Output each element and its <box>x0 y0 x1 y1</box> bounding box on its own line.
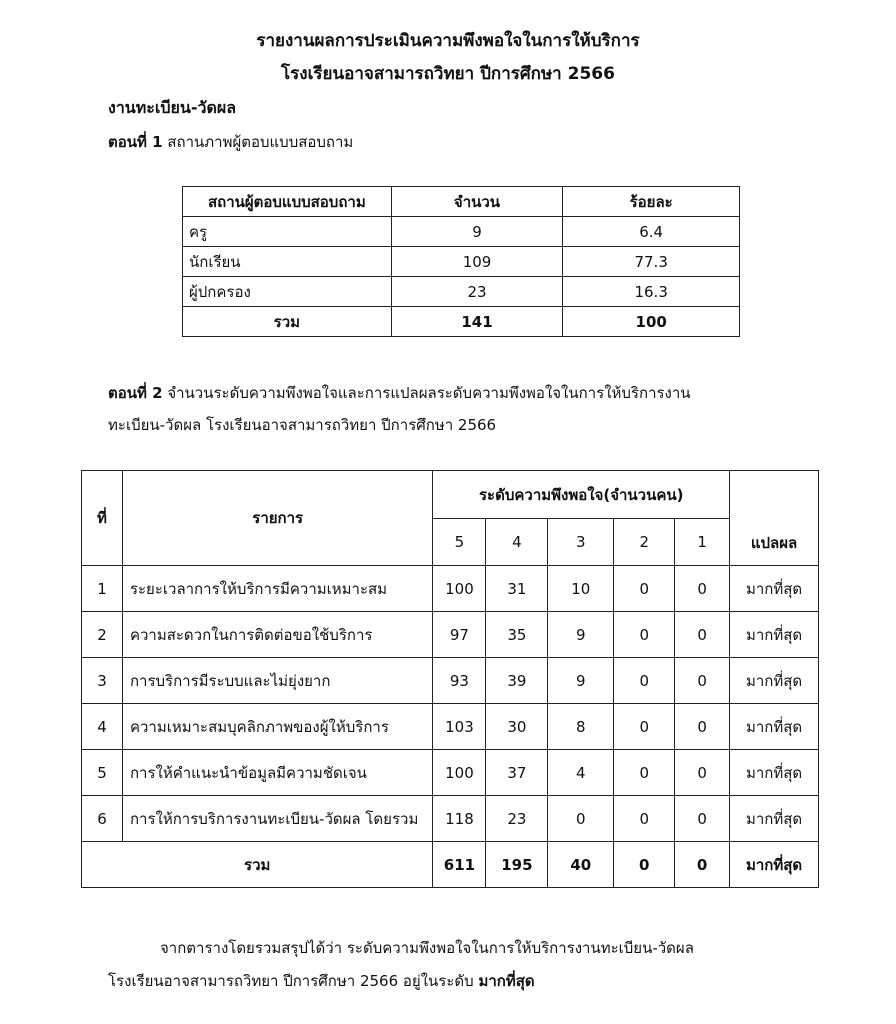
table2-header-row1 <box>82 471 819 519</box>
report-title-line1: รายงานผลการประเมินความพึงพอใจในการให้บริการ <box>256 31 640 51</box>
table2-cell-v4: 30 <box>486 704 548 750</box>
table1-cell-percent: 16.3 <box>563 277 740 307</box>
table1-row-parent <box>183 277 740 307</box>
table2-header-result: แปลผล <box>730 471 819 566</box>
table2-cell-no: 3 <box>82 658 123 704</box>
part1-text: สถานภาพผู้ตอบแบบสอบถาม <box>167 133 354 151</box>
table2-cell-v3: 10 <box>548 566 614 612</box>
table-row <box>82 658 819 704</box>
table2-cell-result: มากที่สุด <box>730 704 819 750</box>
table2-header-item: รายการ <box>122 471 433 566</box>
table2-cell-v1: 0 <box>675 612 730 658</box>
table2-total-row <box>82 842 819 888</box>
table2-cell-v3: 4 <box>548 750 614 796</box>
table2-cell-item: ความเหมาะสมบุคลิกภาพของผู้ให้บริการ <box>122 704 433 750</box>
table2-total-v2: 0 <box>614 842 675 888</box>
table2-total-v1: 0 <box>675 842 730 888</box>
table1-header-count: จำนวน <box>391 187 563 217</box>
table2-cell-v5: 103 <box>433 704 486 750</box>
table2-cell-v3: 0 <box>548 796 614 842</box>
table1-cell-status: ผู้ปกครอง <box>183 277 392 307</box>
table2-cell-item: ความสะดวกในการติดต่อขอใช้บริการ <box>122 612 433 658</box>
table2-header-level: ระดับความพึงพอใจ(จำนวนคน) <box>433 471 730 519</box>
table2-total-v5: 611 <box>433 842 486 888</box>
table2-cell-v1: 0 <box>675 704 730 750</box>
table2-cell-item: การบริการมีระบบและไม่ยุ่งยาก <box>122 658 433 704</box>
table2-cell-result: มากที่สุด <box>730 566 819 612</box>
part1-caption <box>108 131 353 153</box>
table1-total-label: รวม <box>183 307 392 337</box>
table1-row-teacher <box>183 217 740 247</box>
table1-cell-count: 9 <box>391 217 563 247</box>
conclusion-result: มากที่สุด <box>478 972 535 990</box>
part2-text-line1: จำนวนระดับความพึงพอใจและการแปลผลระดับความพึงพอใจในการให้บริการงาน <box>167 384 691 402</box>
table1-cell-count: 109 <box>391 247 563 277</box>
table2-header-level-2: 2 <box>614 519 675 566</box>
table1-header-status: สถานผู้ตอบแบบสอบถาม <box>183 187 392 217</box>
table2-cell-v5: 100 <box>433 566 486 612</box>
table2-cell-v3: 8 <box>548 704 614 750</box>
table2-cell-v5: 100 <box>433 750 486 796</box>
table2-cell-v5: 97 <box>433 612 486 658</box>
table1-cell-count: 23 <box>391 277 563 307</box>
table-row <box>82 750 819 796</box>
conclusion-line2 <box>108 970 535 992</box>
table2-cell-v2: 0 <box>614 612 675 658</box>
table2-cell-result: มากที่สุด <box>730 750 819 796</box>
table1-total-row <box>183 307 740 337</box>
table2-cell-no: 1 <box>82 566 123 612</box>
table2-cell-v3: 9 <box>548 658 614 704</box>
table1-total-percent: 100 <box>563 307 740 337</box>
table2-cell-v2: 0 <box>614 750 675 796</box>
table2-cell-v4: 23 <box>486 796 548 842</box>
table1-cell-status: ครู <box>183 217 392 247</box>
table2-header-level-4: 4 <box>486 519 548 566</box>
table2-cell-v2: 0 <box>614 658 675 704</box>
table-row <box>82 612 819 658</box>
report-title-line2: โรงเรียนอาจสามารถวิทยา ปีการศึกษา 2566 <box>281 64 615 84</box>
table2-cell-result: มากที่สุด <box>730 796 819 842</box>
table2-cell-v2: 0 <box>614 704 675 750</box>
table2-cell-item: ระยะเวลาการให้บริการมีความเหมาะสม <box>122 566 433 612</box>
table2-total-result: มากที่สุด <box>730 842 819 888</box>
conclusion-text: โรงเรียนอาจสามารถวิทยา ปีการศึกษา 2566 อยู่ในระดับ <box>108 972 474 990</box>
table1-header-row <box>183 187 740 217</box>
table1-header-percent: ร้อยละ <box>563 187 740 217</box>
table2-cell-no: 5 <box>82 750 123 796</box>
table2-cell-v4: 35 <box>486 612 548 658</box>
table2-cell-v4: 31 <box>486 566 548 612</box>
table2-cell-v4: 37 <box>486 750 548 796</box>
table1-row-student <box>183 247 740 277</box>
part2-caption-line1 <box>108 382 691 404</box>
table2-total-label: รวม <box>82 842 433 888</box>
table1-cell-status: นักเรียน <box>183 247 392 277</box>
table2-cell-no: 4 <box>82 704 123 750</box>
table2-cell-item: การให้คำแนะนำข้อมูลมีความชัดเจน <box>122 750 433 796</box>
table2-cell-v1: 0 <box>675 796 730 842</box>
table2-cell-no: 6 <box>82 796 123 842</box>
table2-cell-result: มากที่สุด <box>730 612 819 658</box>
table2-cell-item: การให้การบริการงานทะเบียน-วัดผล โดยรวม <box>122 796 433 842</box>
respondent-status-table <box>182 186 740 337</box>
part2-caption-line2: ทะเบียน-วัดผล โรงเรียนอาจสามารถวิทยา ปีการศึกษา 2566 <box>108 416 497 434</box>
part1-label: ตอนที่ 1 <box>108 133 163 151</box>
table2-cell-result: มากที่สุด <box>730 658 819 704</box>
table2-total-v3: 40 <box>548 842 614 888</box>
table2-cell-no: 2 <box>82 612 123 658</box>
conclusion-line1: จากตารางโดยรวมสรุปได้ว่า ระดับความพึงพอใจในการให้บริการงานทะเบียน-วัดผล <box>160 939 694 957</box>
table2-header-level-1: 1 <box>675 519 730 566</box>
table1-total-count: 141 <box>391 307 563 337</box>
table2-cell-v2: 0 <box>614 796 675 842</box>
table2-cell-v3: 9 <box>548 612 614 658</box>
table2-cell-v4: 39 <box>486 658 548 704</box>
table-row <box>82 566 819 612</box>
table2-total-v4: 195 <box>486 842 548 888</box>
part2-label: ตอนที่ 2 <box>108 384 163 402</box>
table2-header-level-3: 3 <box>548 519 614 566</box>
table2-cell-v1: 0 <box>675 658 730 704</box>
table1-cell-percent: 6.4 <box>563 217 740 247</box>
table-row <box>82 704 819 750</box>
table2-cell-v5: 118 <box>433 796 486 842</box>
table2-cell-v1: 0 <box>675 566 730 612</box>
section-heading: งานทะเบียน-วัดผล <box>108 98 237 117</box>
table1-cell-percent: 77.3 <box>563 247 740 277</box>
table2-header-level-5: 5 <box>433 519 486 566</box>
table2-cell-v1: 0 <box>675 750 730 796</box>
table2-cell-v2: 0 <box>614 566 675 612</box>
table2-header-no: ที่ <box>82 471 123 566</box>
table-row <box>82 796 819 842</box>
table2-cell-v5: 93 <box>433 658 486 704</box>
satisfaction-table <box>81 470 819 888</box>
